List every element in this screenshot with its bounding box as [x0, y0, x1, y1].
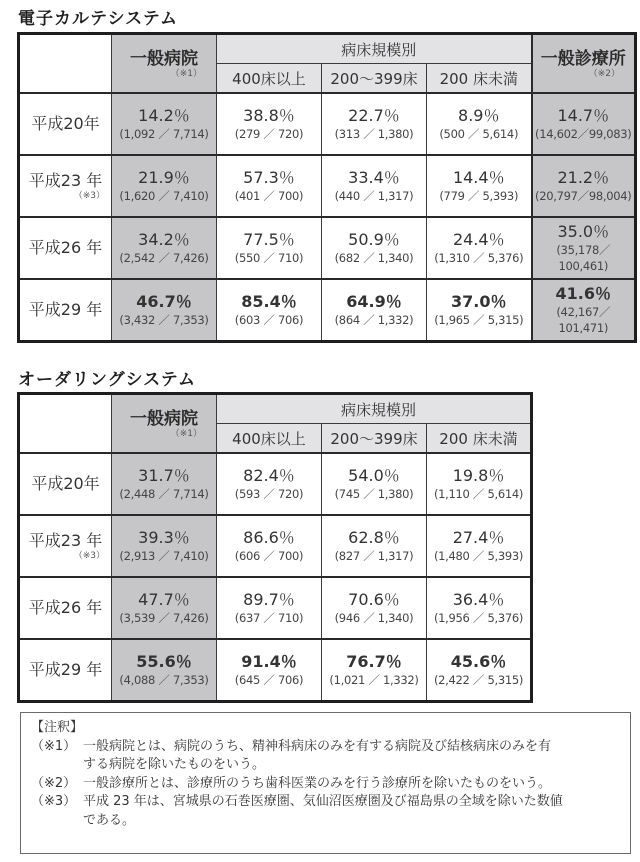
note-3: （※3） 平成 23 年は、宮城県の石巻医療圏、気仙沼医療圏及び福島県の全域を除いた数値	[31, 794, 563, 809]
header-bed-scale-group: 病床規模別	[217, 34, 532, 64]
cell-400-plus: 86.6％ (606 ／ 700)	[217, 515, 322, 577]
header-bed-scale-group: 病床規模別	[217, 394, 532, 424]
cell-400-plus: 82.4％ (593 ／ 720)	[217, 453, 322, 515]
table-row	[19, 639, 532, 702]
table-row	[19, 155, 636, 217]
cell-200-399: 70.6％ (946 ／ 1,340)	[322, 577, 427, 639]
header-200-399: 200～399床	[322, 424, 427, 454]
header-200-399: 200～399床	[322, 64, 427, 94]
note-2: （※2） 一般診療所とは、診療所のうち歯科医業のみを行う診療所を除いたものをいう。	[31, 775, 552, 791]
header-400-plus: 400床以上	[217, 64, 322, 94]
year-label: 平成26 年	[19, 577, 112, 639]
cell-general-clinic: 41.6％ (42,167／101,471)	[532, 279, 636, 342]
cell-400-plus: 91.4％ (645 ／ 706)	[217, 639, 322, 702]
year-label: 平成20年	[19, 93, 112, 155]
section-title-emr: 電子カルテシステム	[18, 9, 178, 29]
header-corner	[19, 394, 112, 454]
cell-under-200: 14.4％ (779 ／ 5,393)	[427, 155, 532, 217]
cell-general-clinic: 14.7％ (14,602／99,083)	[532, 93, 636, 155]
cell-200-399: 50.9％ (682 ／ 1,340)	[322, 217, 427, 279]
table-row	[19, 217, 636, 279]
cell-400-plus: 85.4％ (603 ／ 706)	[217, 279, 322, 342]
table-row	[19, 577, 532, 639]
cell-under-200: 24.4％ (1,310 ／ 5,376)	[427, 217, 532, 279]
cell-400-plus: 57.3％ (401 ／ 700)	[217, 155, 322, 217]
section-title-ordering: オーダリングシステム	[18, 370, 196, 390]
header-corner	[19, 34, 112, 94]
notes-box	[20, 712, 631, 854]
note-1: （※1） 一般病院とは、病院のうち、精神科病床のみを有する病院及び結核病床のみを有	[31, 738, 552, 754]
year-label: 平成26 年	[19, 217, 112, 279]
cell-under-200: 36.4％ (1,956 ／ 5,376)	[427, 577, 532, 639]
cell-under-200: 19.8％ (1,110 ／ 5,614)	[427, 453, 532, 515]
cell-general-hospital: 31.7％ (2,448 ／ 7,714)	[112, 453, 217, 515]
cell-400-plus: 89.7％ (637 ／ 710)	[217, 577, 322, 639]
cell-200-399: 33.4％ (440 ／ 1,317)	[322, 155, 427, 217]
cell-general-clinic: 21.2％ (20,797／98,004)	[532, 155, 636, 217]
cell-200-399: 62.8％ (827 ／ 1,317)	[322, 515, 427, 577]
year-label: 平成23 年 （※3）	[19, 515, 112, 577]
cell-200-399: 64.9％ (864 ／ 1,332)	[322, 279, 427, 342]
notes-heading: 【注釈】	[31, 720, 84, 735]
cell-200-399: 76.7％ (1,021 ／ 1,332)	[322, 639, 427, 702]
cell-general-hospital: 14.2％ (1,092 ／ 7,714)	[112, 93, 217, 155]
cell-general-hospital: 47.7％ (3,539 ／ 7,426)	[112, 577, 217, 639]
ordering-adoption-table	[17, 392, 533, 703]
cell-under-200: 37.0％ (1,965 ／ 5,315)	[427, 279, 532, 342]
year-label: 平成29 年	[19, 279, 112, 342]
table-row	[19, 279, 636, 342]
emr-adoption-table	[17, 32, 637, 343]
header-general-hospital: 一般病院 （※1）	[112, 34, 217, 94]
header-400-plus: 400床以上	[217, 424, 322, 454]
year-label: 平成23 年 （※3）	[19, 155, 112, 217]
note-3-cont: である。	[83, 812, 136, 828]
cell-general-hospital: 21.9％ (1,620 ／ 7,410)	[112, 155, 217, 217]
cell-under-200: 8.9％ (500 ／ 5,614)	[427, 93, 532, 155]
cell-general-hospital: 34.2％ (2,542 ／ 7,426)	[112, 217, 217, 279]
cell-400-plus: 77.5％ (550 ／ 710)	[217, 217, 322, 279]
cell-under-200: 45.6％ (2,422 ／ 5,315)	[427, 639, 532, 702]
table-row	[19, 515, 532, 577]
cell-200-399: 54.0％ (745 ／ 1,380)	[322, 453, 427, 515]
header-general-clinic: 一般診療所 （※2）	[532, 34, 636, 94]
cell-general-hospital: 39.3％ (2,913 ／ 7,410)	[112, 515, 217, 577]
year-label: 平成20年	[19, 453, 112, 515]
cell-general-hospital: 55.6％ (4,088 ／ 7,353)	[112, 639, 217, 702]
header-under-200: 200 床未満	[427, 64, 532, 94]
cell-400-plus: 38.8％ (279 ／ 720)	[217, 93, 322, 155]
table-row	[19, 453, 532, 515]
year-label: 平成29 年	[19, 639, 112, 702]
cell-general-clinic: 35.0％ (35,178／100,461)	[532, 217, 636, 279]
header-general-hospital: 一般病院 （※1）	[112, 394, 217, 454]
table-row	[19, 93, 636, 155]
cell-200-399: 22.7％ (313 ／ 1,380)	[322, 93, 427, 155]
header-under-200: 200 床未満	[427, 424, 532, 454]
note-1-cont: する病院を除いたものをいう。	[83, 757, 266, 772]
cell-general-hospital: 46.7％ (3,432 ／ 7,353)	[112, 279, 217, 342]
cell-under-200: 27.4％ (1,480 ／ 5,393)	[427, 515, 532, 577]
